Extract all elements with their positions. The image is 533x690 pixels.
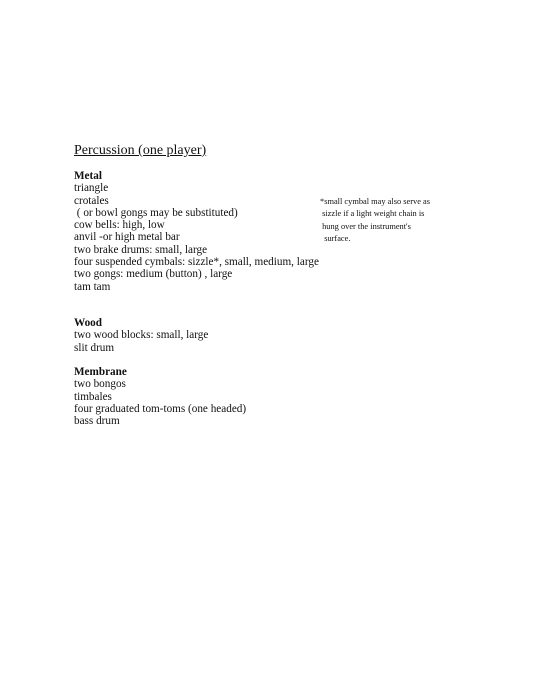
list-item: four graduated tom-toms (one headed) <box>74 402 247 415</box>
list-item: bass drum <box>74 415 120 428</box>
list-item: two gongs: medium (button) , large <box>74 268 233 281</box>
footnote <box>320 196 430 246</box>
list-item: anvil -or high metal bar <box>74 231 180 244</box>
list-item: two bongos <box>74 378 126 391</box>
list-item: four suspended cymbals: sizzle*, small, medium, large <box>74 256 319 269</box>
section-membrane <box>74 366 246 427</box>
list-item: timbales <box>74 390 112 403</box>
list-item: two brake drums: small, large <box>74 243 208 256</box>
list-item: triangle <box>74 182 109 195</box>
section-wood <box>74 317 208 354</box>
list-item: ( or bowl gongs may be substituted) <box>74 206 238 219</box>
section-heading-wood: Wood <box>74 317 102 329</box>
footnote-line: surface. <box>320 234 351 244</box>
list-item: tam tam <box>74 280 111 293</box>
section-heading-membrane: Membrane <box>74 366 127 378</box>
page-title: Percussion (one player) <box>74 143 207 158</box>
section-heading-metal: Metal <box>74 170 102 182</box>
list-item: cow bells: high, low <box>74 219 165 232</box>
list-item: two wood blocks: small, large <box>74 329 209 342</box>
footnote-line: hung over the instrument's <box>320 221 411 231</box>
list-item: crotales <box>74 194 109 207</box>
list-item: slit drum <box>74 341 115 354</box>
footnote-line: *small cymbal may also serve as <box>320 197 431 206</box>
footnote-line: sizzle if a light weight chain is <box>320 209 425 219</box>
section-metal <box>74 170 319 293</box>
